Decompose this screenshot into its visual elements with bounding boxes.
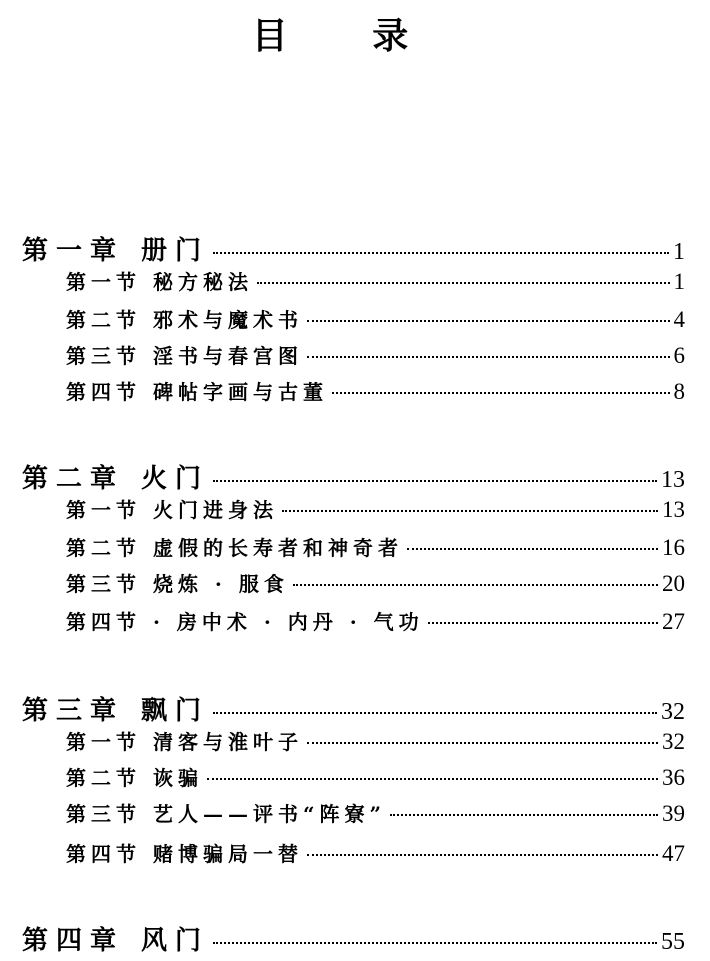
section-page: 20 (662, 571, 685, 596)
dot-leader (332, 392, 670, 394)
dot-leader (307, 356, 670, 358)
section-label: 第四节 · 房中术 · 内丹 · 气功 (66, 610, 424, 634)
toc-chapter-1[interactable] (22, 230, 685, 267)
dot-leader (213, 252, 669, 254)
chapter-label: 第三章 飘门 (22, 696, 210, 726)
dot-leader (207, 778, 658, 780)
section-page: 16 (662, 535, 685, 560)
dot-leader (390, 814, 658, 816)
dot-leader (307, 742, 658, 744)
section-page: 6 (673, 343, 685, 368)
section-page: 32 (662, 729, 685, 754)
section-page: 39 (662, 801, 685, 826)
toc-chapter-2[interactable] (22, 458, 685, 495)
toc-section-2-3[interactable] (66, 568, 685, 597)
section-label: 第二节 诙骗 (66, 766, 203, 790)
section-label: 第一节 秘方秘法 (66, 270, 253, 294)
dot-leader (293, 584, 658, 586)
section-page: 27 (662, 609, 685, 634)
toc-chapter-3[interactable] (22, 690, 685, 727)
chapter-label: 第四章 风门 (22, 926, 210, 956)
toc-chapter-4[interactable] (22, 920, 685, 957)
toc-section-2-4[interactable] (66, 606, 685, 635)
chapter-label: 第一章 册门 (22, 236, 210, 266)
dot-leader (428, 622, 658, 624)
page-title: 目 录 (251, 16, 445, 57)
chapter-page: 32 (661, 699, 685, 725)
toc-section-2-2[interactable] (66, 532, 685, 561)
section-label: 第三节 淫书与春宫图 (66, 344, 303, 368)
section-label: 第三节 烧炼 · 服食 (66, 572, 289, 596)
dot-leader (282, 510, 658, 512)
dot-leader (257, 282, 670, 284)
chapter-page: 55 (661, 929, 685, 955)
chapter-page: 13 (661, 467, 685, 493)
dot-leader (307, 854, 658, 856)
section-page: 1 (673, 269, 685, 294)
section-label: 第一节 清客与淮叶子 (66, 730, 303, 754)
section-page: 13 (662, 497, 685, 522)
dot-leader (213, 942, 657, 944)
section-label: 第三节 艺人——评书“阵寮” (66, 802, 386, 826)
toc-section-3-1[interactable] (66, 726, 685, 755)
section-page: 8 (673, 379, 685, 404)
toc-section-1-3[interactable] (66, 340, 685, 369)
section-page: 47 (662, 841, 685, 866)
section-label: 第四节 赌博骗局一替 (66, 842, 303, 866)
section-page: 4 (673, 307, 685, 332)
toc-section-1-4[interactable] (66, 376, 685, 405)
toc-section-2-1[interactable] (66, 494, 685, 523)
dot-leader (213, 480, 657, 482)
section-label: 第二节 邪术与魔术书 (66, 308, 303, 332)
toc-section-1-2[interactable] (66, 304, 685, 333)
section-label: 第一节 火门进身法 (66, 498, 278, 522)
toc-section-3-2[interactable] (66, 762, 685, 791)
chapter-label: 第二章 火门 (22, 464, 210, 494)
toc-section-3-3[interactable] (66, 798, 685, 827)
section-label: 第二节 虚假的长寿者和神奇者 (66, 536, 403, 560)
section-page: 36 (662, 765, 685, 790)
chapter-page: 1 (673, 239, 685, 265)
toc-section-3-4[interactable] (66, 838, 685, 867)
dot-leader (213, 712, 657, 714)
dot-leader (407, 548, 658, 550)
dot-leader (307, 320, 670, 322)
toc-section-1-1[interactable] (66, 266, 685, 295)
section-label: 第四节 碑帖字画与古董 (66, 380, 328, 404)
